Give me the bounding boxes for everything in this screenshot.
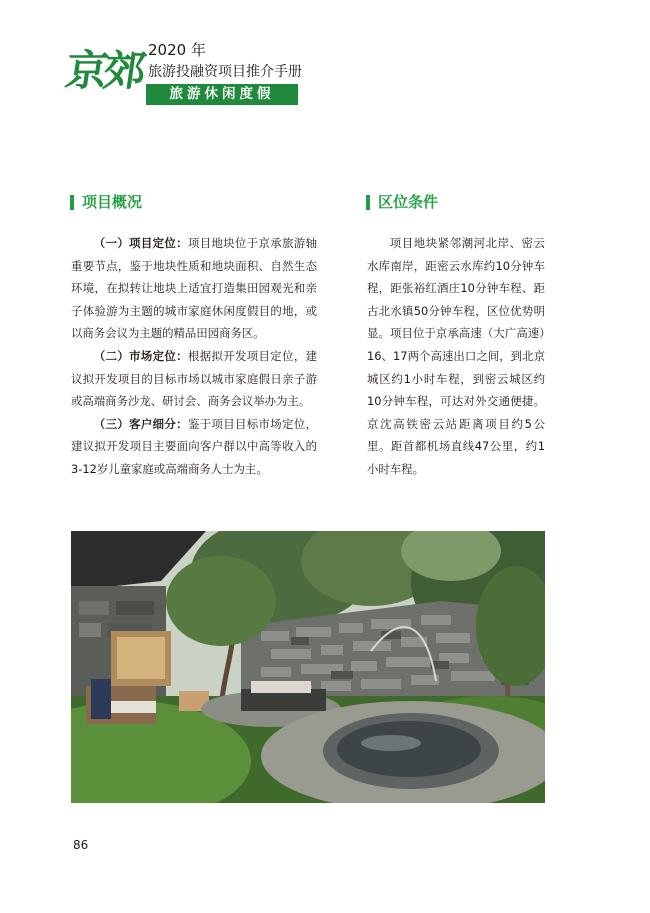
location-text-column	[367, 232, 545, 481]
paragraph-text: 项目地块位于京承旅游轴重要节点，鉴于地块性质和地块面积、自然生态环境，在拟转让地块上适宜打造集田园观光和亲子体验游为主题的城市家庭休闲度假目的地，或以商务会议为主题的精品田园商务区。	[71, 236, 317, 341]
heading-bar	[366, 195, 370, 210]
paragraph-label: （一）项目定位：	[93, 236, 188, 250]
paragraph-text: 根据拟开发项目定位，建议拟开发项目的目标市场以城市家庭假日亲子游或高端商务沙龙、研讨会、商务会议举办为主。	[71, 348, 317, 409]
section-title-location: 区位条件	[378, 193, 439, 211]
garden-photo	[71, 531, 545, 803]
paragraph-label: （三）客户细分：	[93, 416, 188, 431]
overview-paragraph	[71, 232, 317, 345]
section-title-overview: 项目概况	[82, 193, 143, 211]
paragraph-text: 鉴于项目目标市场定位，建议拟开发项目主要面向客户群以中高等收入的3-12岁儿童家庭或高端商务人士为主。	[71, 416, 317, 476]
page-number: 86	[73, 838, 89, 852]
header-year: 2020 年	[148, 41, 206, 59]
location-paragraph: 项目地块紧邻潮河北岸、密云水库南岸，距密云水库约10分钟车程，距张裕红酒庄10分钟车程、距古北水镇50分钟车程，区位优势明显。项目位于京承高速（大广高速）16、17两个高速出口之间，到北京城区约1小时车程，到密云城区约10分钟车程，可达对外交通便捷。京沈高铁密云站距离项目约5公里。距首都机场直线47公里，约1小时车程。	[367, 236, 545, 476]
overview-paragraph	[71, 413, 317, 481]
section-heading-overview	[70, 193, 142, 211]
section-heading-location	[366, 193, 438, 211]
category-tag: 旅游休闲度假	[146, 84, 298, 105]
header-subtitle: 旅游投融资项目推介手册	[148, 64, 302, 80]
overview-paragraph	[71, 345, 317, 413]
paragraph-label: （二）市场定位：	[93, 348, 188, 363]
overview-text-column	[71, 232, 317, 481]
heading-bar	[70, 195, 74, 210]
brand-logo: 京郊	[62, 46, 146, 95]
